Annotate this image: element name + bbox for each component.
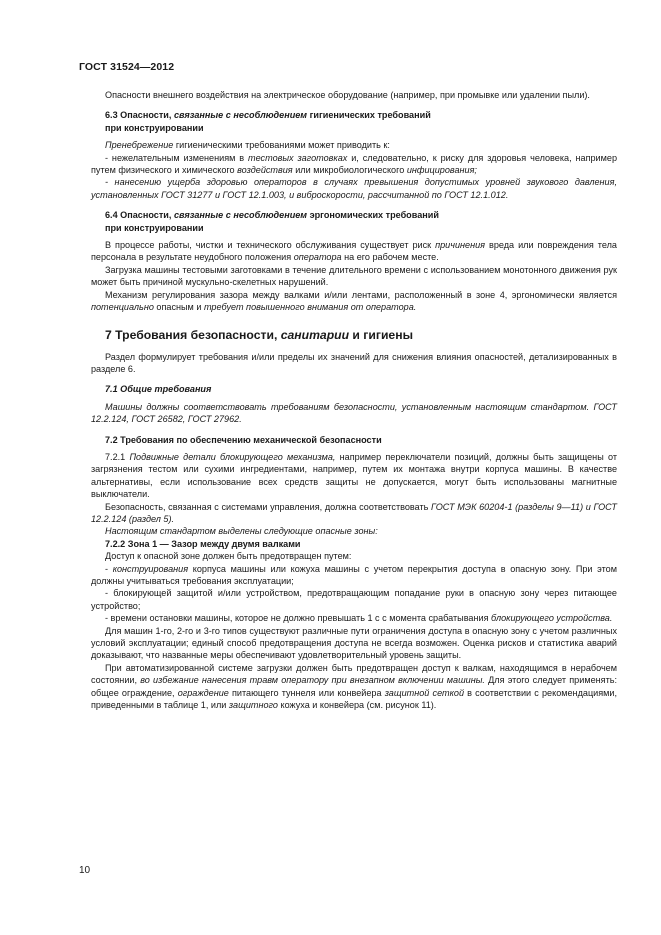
paragraph-electrical-hazards: Опасности внешнего воздействия на электрическое оборудование (например, при промывке или удалении пыли).: [105, 90, 590, 100]
emphasis: Пренебрежение: [105, 140, 174, 151]
paragraph-7-2-1: [91, 451, 617, 501]
heading-text: эргономических требований: [307, 210, 439, 221]
heading-section-7: [91, 328, 617, 343]
paragraph-7-2-2-e: Для машин 1-го, 2-го и 3-го типов существуют различные пути ограничения доступа в опасную зону с учетом различных условий эксплуатации; единый способ предотвращения доступа не всегда возможен. Оценка рисков и статистика аварий доказывают, что названные меры обеспечивают удовлетворительный уровень защиты.: [91, 625, 617, 661]
paragraph-6-4-a: [91, 239, 617, 264]
document-code-header: ГОСТ 31524—2012: [79, 61, 175, 73]
emphasis: Подвижные детали блокирующего механизма,: [129, 451, 336, 462]
text: на его рабочем месте.: [341, 252, 439, 263]
emphasis: потенциально: [91, 302, 154, 313]
paragraph-6-3-item-2: [91, 176, 617, 201]
heading-emphasis: санитарии: [280, 327, 350, 342]
text: Механизм регулирования зазора между валками и/или лентами, расположенный в зоне 4, эргономически является: [105, 289, 617, 300]
text: кожуха и конвейера (см. рисунок 11).: [277, 700, 437, 711]
paragraph-7-1: [91, 401, 617, 426]
heading-emphasis: 7.1 Общие требования: [105, 384, 212, 395]
heading-emphasis: связанные с несоблюдением: [173, 110, 308, 121]
heading-7-2-2: 7.2.2 Зона 1 — Зазор между двумя валками: [105, 538, 301, 549]
paragraph-7-2-2-d: [91, 612, 617, 624]
emphasis: Машины должны соответствовать требованиям безопасности, установленным настоящим стандартом. ГОСТ 12.2.124, ГОСТ 26582, ГОСТ 27962.: [91, 401, 617, 425]
text: опасным и: [153, 302, 204, 313]
emphasis: тестовых заготовках: [248, 152, 348, 163]
emphasis: оператора: [293, 252, 342, 263]
text: Безопасность, связанная с системами управления, должна соответствовать: [105, 501, 432, 512]
paragraph-7-2-2-b: [91, 563, 617, 588]
text: - времени остановки машины, которое не должно превышать 1 с с момента срабатывания: [105, 613, 492, 624]
text: 7.2.1: [105, 451, 130, 462]
text: -: [105, 563, 113, 574]
text: корпуса машины или кожуха машины с учетом перекрытия доступа в опасную зону. При этом должны учитываться требования эксплуатации;: [91, 563, 617, 586]
text: вреда или повреждения тела персонала в результате неудобного положения: [91, 240, 617, 263]
emphasis: Настоящим стандартом выделены следующие опасные зоны:: [105, 526, 378, 537]
emphasis: ограждение: [177, 687, 229, 698]
heading-text: 7 Требования безопасности,: [105, 327, 281, 342]
text: питающего туннеля или конвейера: [228, 687, 385, 698]
emphasis: блокирующего устройства.: [491, 613, 613, 624]
heading-text: при конструировании: [105, 222, 204, 233]
emphasis: конструирования: [112, 563, 189, 574]
text: В процессе работы, чистки и технического обслуживания существует риск: [105, 240, 436, 251]
page-number: 10: [79, 865, 91, 876]
heading-6-4: [91, 209, 617, 234]
paragraph-7-2-2-c: - блокирующей защитой и/или устройством, предотвращающим попадание руки в опасную зону через питающее устройство;: [91, 588, 617, 611]
paragraph-section-7: Раздел формулирует требования и/или пределы их значений для снижения влияния опасностей, детализированных в разделе 6.: [91, 351, 617, 374]
text: При автоматизированной системе загрузки должен быть предотвращен доступ к валкам, находящимся в нерабочем состоянии,: [91, 662, 617, 686]
page-body: [91, 89, 617, 711]
paragraph-7-2-1-b: [91, 501, 617, 526]
emphasis: во избежание нанесения травм оператору при внезапном включении машины.: [140, 675, 485, 686]
text: гигиеническими требованиями может приводить к:: [173, 140, 390, 151]
paragraph-7-2-2-a: Доступ к опасной зоне должен быть предотвращен путем:: [105, 551, 352, 562]
heading-emphasis: связанные с несоблюдением: [173, 210, 308, 221]
emphasis: защитного: [228, 700, 278, 711]
heading-7-2: 7.2 Требования по обеспечению механической безопасности: [105, 434, 382, 445]
emphasis: причинения: [435, 240, 485, 251]
text: или микробиологического: [292, 165, 407, 176]
heading-text: 6.4 Опасности,: [105, 210, 174, 221]
heading-7-1: [91, 383, 617, 395]
text: в соответствии с рекомендациями, приведенными в таблице 1, или: [91, 687, 618, 711]
heading-text: при конструировании: [105, 122, 204, 133]
text: например переключатели позиций, должны быть защищены от загрязнения тестом или сухими ингредиентами, например, путем их монтажа внутри корпуса машины. В качестве альтернативы, если использование всех средств защиты не допускается, могут быть использованы магнитные выключатели.: [91, 451, 617, 500]
heading-text: 6.3 Опасности,: [105, 110, 174, 121]
emphasis: инфицирования;: [406, 165, 477, 176]
heading-text: гигиенических требований: [307, 110, 431, 121]
paragraph-6-4-b: Загрузка машины тестовыми заготовками в течение длительного времени с использованием монотонного движения рук может быть причиной мускульно-скелетных нарушений.: [91, 264, 617, 288]
paragraph-7-2-2-f: [91, 662, 617, 712]
paragraph-6-3-item-1: [91, 152, 617, 177]
text: - нежелательным изменениям в: [105, 152, 249, 163]
emphasis: - нанесению ущерба здоровью операторов в случаях превышения допустимых уровней звукового давления, установленных ГОСТ 31277 и ГОСТ 12.1.003, и виброскорости, рассчитанной по ГОСТ 12.1.012.: [91, 177, 617, 200]
paragraph-7-2-1-c: [91, 525, 617, 537]
emphasis: требует повышенного внимания от оператора.: [203, 302, 417, 313]
heading-text: и гигиены: [349, 327, 413, 342]
emphasis: ГОСТ МЭК 60204-1 (разделы 9—11) и ГОСТ 12.2.124 (раздел 5).: [91, 501, 617, 524]
paragraph-6-4-c: [91, 289, 617, 314]
emphasis: воздействия: [237, 165, 293, 176]
text: и, следовательно, к риску для здоровья человека, например путем физического и химического: [91, 152, 617, 176]
text: Для этого следует применять: общее ограждение,: [91, 675, 618, 698]
heading-6-3: [91, 109, 617, 134]
paragraph-6-3-intro: [91, 139, 617, 151]
emphasis: защитной сеткой: [384, 687, 465, 698]
